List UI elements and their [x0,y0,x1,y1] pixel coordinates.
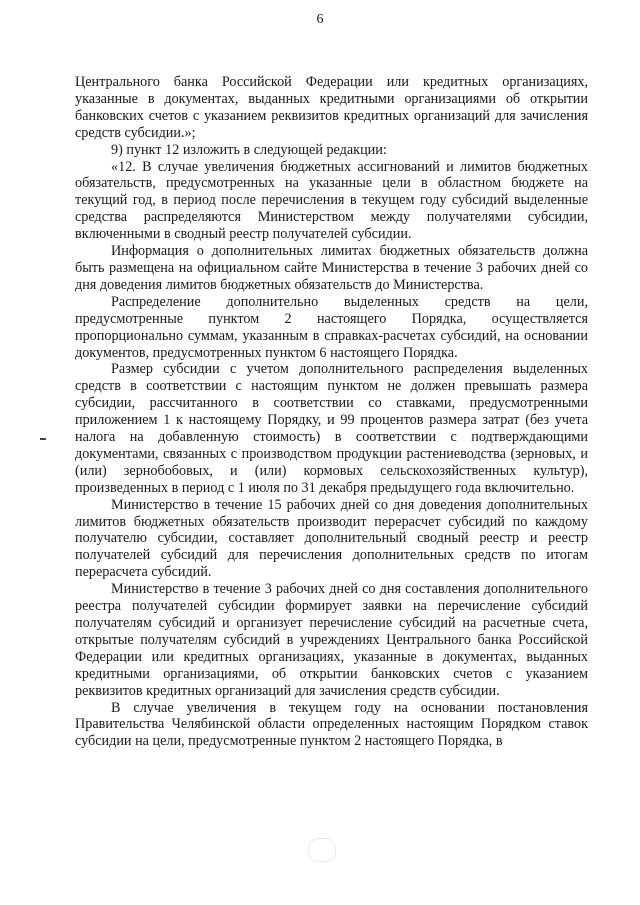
paragraph-rate-increase: В случае увеличения в текущем году на основании постановления Правительства Челябинской области определенных настоящим Порядком ставок субсидии на цели, предусмотренные пунктом 2 настоящего Порядка, в [75,699,588,750]
margin-mark [40,438,46,440]
faint-stamp-mark [308,838,336,862]
paragraph-clause-12: «12. В случае увеличения бюджетных ассигнований и лимитов бюджетных обязательств, предусмотренных на указанные цели в областном бюджете на текущий год, в период после перечисления в текущем году субсидий выделенные средства распределяются Министерством между получателями субсидии, включенными в сводный реестр получателей субсидии. [75,158,588,243]
paragraph-transfer: Министерство в течение 3 рабочих дней со дня составления дополнительного реестра получателей субсидии формирует заявки на перечисление субсидий получателям субсидий и организует перечисление субсидий на расчетные счета, открытые получателям субсидий в учреждениях Центрального банка Российской Федерации или кредитных организациях, указанные в документах, выданных кредитными организациями, об открытии банковских счетов с указанием реквизитов кредитных организаций для зачисления средств субсидии. [75,581,588,699]
paragraph-limits-info: Информация о дополнительных лимитах бюджетных обязательств должна быть размещена на официальном сайте Министерства в течение 3 рабочих дней со дня доведения лимитов бюджетных обязательств до Министерства. [75,243,588,293]
paragraph-item-9: 9) пункт 12 изложить в следующей редакции: [111,141,387,158]
paragraph-continuation: Центрального банка Российской Федерации или кредитных организациях, указанные в документах, выданных кредитными организациями об открытии банковских счетов с указанием реквизитов кредитных организаций для зачисления средств субсидии.»; [75,74,588,141]
page-number: 6 [316,12,324,27]
paragraph-recalculation: Министерство в течение 15 рабочих дней со дня доведения дополнительных лимитов бюджетных обязательств производит перерасчет субсидий по каждому получателю субсидии, составляет дополнительный сводный реестр и реестр получателей субсидий для перечисления дополнительных средств по итогам перерасчета субсидий. [75,496,588,581]
paragraph-distribution: Распределение дополнительно выделенных средств на цели, предусмотренные пунктом 2 настоящего Порядка, осуществляется пропорционально суммам, указанным в справках-расчетах субсидий, на основании документов, предусмотренных пунктом 6 настоящего Порядка. [75,293,588,361]
document-body [75,74,588,750]
paragraph-subsidy-size: Размер субсидии с учетом дополнительного распределения выделенных средств в соответствии с настоящим пунктом не должен превышать размера субсидии, рассчитанного в соответствии со ставками, предусмотренными приложением 1 к настоящему Порядку, и 99 процентов размера затрат (без учета налога на добавленную стоимость) в соответствии с подтверждающими документами, связанных с производством продукции растениеводства (зерновых, и (или) зернобобовых, и (или) кормовых сельскохозяйственных культур), произведенных в период с 1 июля по 31 декабря предыдущего года включительно. [75,361,588,496]
